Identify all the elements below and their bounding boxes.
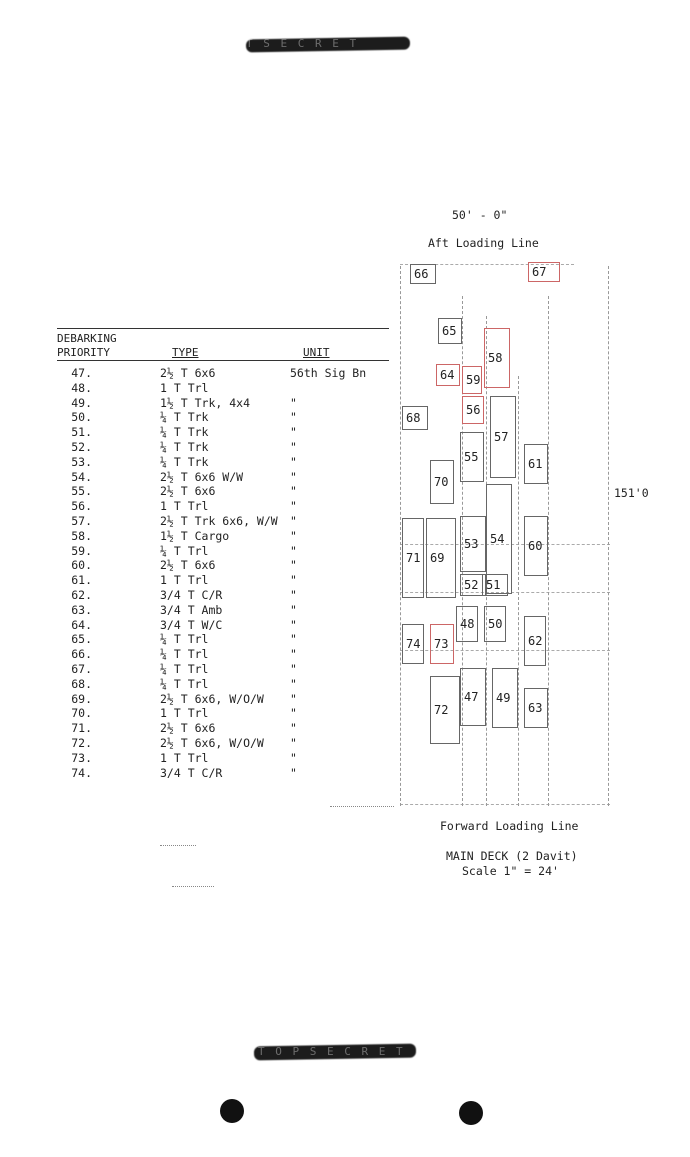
row-priority: 63. [71, 602, 92, 617]
row-priority: 53. [71, 454, 92, 469]
row-unit: " [290, 736, 297, 750]
deck-length-label: 151'0 [614, 486, 649, 500]
col-priority-line1: DEBARKING [57, 332, 117, 345]
row-type: ¼ T Trl [160, 632, 209, 647]
stray-mark [172, 886, 214, 887]
row-type: 1 T Trl [160, 706, 209, 721]
row-unit: " [290, 514, 297, 528]
row-priority: 56. [71, 499, 92, 514]
row-unit: " [290, 454, 297, 469]
vehicle-slot-number: 74 [406, 637, 421, 651]
vehicle-slot [402, 518, 424, 598]
row-priority: 55. [71, 484, 92, 499]
row-unit: " [290, 528, 297, 543]
vehicle-slot [484, 328, 510, 388]
aft-loading-line-label: Aft Loading Line [428, 236, 539, 250]
stray-mark [330, 806, 394, 807]
vehicle-slot-number: 67 [532, 265, 547, 279]
row-unit: " [290, 721, 297, 736]
row-priority: 52. [71, 440, 92, 454]
vehicle-slot [524, 444, 548, 484]
row-type: 3/4 T W/C [160, 617, 223, 632]
vehicle-slot [462, 396, 484, 424]
vehicle-slot-number: 73 [434, 637, 449, 651]
vehicle-slot-number: 54 [490, 532, 505, 546]
row-unit: " [290, 410, 297, 425]
row-type: 3/4 T C/R [160, 588, 223, 602]
row-priority: 67. [71, 662, 92, 676]
vehicle-slot-number: 66 [414, 267, 429, 281]
row-unit: " [290, 499, 297, 514]
row-type: 2½ T 6x6 [160, 484, 216, 499]
row-unit: " [290, 484, 297, 499]
row-priority: 64. [71, 617, 92, 632]
vehicle-slot-number: 72 [434, 703, 449, 717]
col-priority-line2: PRIORITY [57, 346, 110, 359]
vehicle-slot [492, 668, 518, 728]
col-unit-heading: UNIT [303, 346, 330, 359]
row-priority: 62. [71, 588, 92, 602]
row-priority: 74. [71, 765, 92, 780]
row-unit: " [290, 543, 297, 558]
vehicle-slot-number: 64 [440, 368, 455, 382]
vehicle-slot [490, 396, 516, 478]
vehicle-slot [524, 688, 548, 728]
vehicle-slot-number: 56 [466, 403, 481, 417]
row-priority: 72. [71, 736, 92, 750]
deck-width-label: 50' - 0" [452, 208, 508, 222]
row-type: 2½ T 6x6, W/O/W [160, 736, 264, 750]
row-priority: 66. [71, 647, 92, 662]
deck-caption-title: MAIN DECK (2 Davit) [446, 849, 578, 863]
vehicle-slot [524, 516, 548, 576]
row-unit: " [290, 440, 297, 454]
vehicle-slot [426, 518, 456, 598]
row-unit: " [290, 425, 297, 440]
row-priority: 73. [71, 750, 92, 765]
vehicle-slot [462, 366, 482, 394]
row-priority: 49. [71, 395, 92, 410]
vehicle-slot-number: 60 [528, 539, 543, 553]
vehicle-slot [482, 574, 508, 596]
vehicle-slot-number: 52 [464, 578, 479, 592]
row-unit: " [290, 617, 297, 632]
row-unit: " [290, 662, 297, 676]
row-type: 1 T Trl [160, 573, 209, 588]
row-priority: 68. [71, 676, 92, 691]
row-priority: 65. [71, 632, 92, 647]
binder-hole-right [459, 1101, 483, 1125]
row-priority: 58. [71, 528, 92, 543]
row-type: ¼ T Trk [160, 410, 209, 425]
row-type: 2½ T 6x6, W/O/W [160, 691, 264, 706]
row-type: 2½ T Trk 6x6, W/W [160, 514, 278, 528]
row-unit: " [290, 588, 297, 602]
row-unit: 56th Sig Bn [290, 366, 367, 380]
vehicle-slot [460, 516, 486, 572]
row-unit: " [290, 691, 297, 706]
vehicle-slot-number: 70 [434, 475, 449, 489]
vehicle-slot [410, 264, 436, 284]
row-type: 2½ T 6x6 [160, 558, 216, 573]
row-type: ¼ T Trl [160, 543, 209, 558]
vehicle-slot [430, 460, 454, 504]
vehicle-slot-number: 58 [488, 351, 503, 365]
row-unit: " [290, 632, 297, 647]
vehicle-slot-number: 69 [430, 551, 445, 565]
vehicle-slot [438, 318, 462, 344]
vehicle-slot [456, 606, 478, 642]
row-unit: " [290, 647, 297, 662]
row-priority: 47. [71, 366, 92, 380]
row-type: 1 T Trl [160, 750, 209, 765]
footer-classification-text: T O P S E C R E T [258, 1045, 405, 1058]
vehicle-slot-number: 59 [466, 373, 481, 387]
vehicle-slot [402, 406, 428, 430]
vehicle-slot [528, 262, 560, 282]
row-type: 3/4 T C/R [160, 765, 223, 780]
row-type: ¼ T Trl [160, 662, 209, 676]
vehicle-slot-number: 63 [528, 701, 543, 715]
row-priority: 50. [71, 410, 92, 425]
row-priority: 61. [71, 573, 92, 588]
table-header-rule [57, 360, 389, 361]
row-type: 2½ T 6x6 [160, 721, 216, 736]
vehicle-slot-number: 61 [528, 457, 543, 471]
forward-loading-line-label: Forward Loading Line [440, 819, 579, 833]
vehicle-slot-number: 62 [528, 634, 543, 648]
row-priority: 48. [71, 380, 92, 395]
stray-mark [160, 845, 196, 846]
row-unit: " [290, 573, 297, 588]
row-type: 1½ T Cargo [160, 528, 230, 543]
row-unit: " [290, 750, 297, 765]
vehicle-slot-number: 71 [406, 551, 421, 565]
row-type: ¼ T Trl [160, 647, 209, 662]
row-type: 3/4 T Amb [160, 602, 223, 617]
col-type-heading: TYPE [172, 346, 199, 359]
vehicle-slot-number: 53 [464, 537, 479, 551]
vehicle-slot-number: 57 [494, 430, 509, 444]
vehicle-slot-number: 51 [486, 578, 501, 592]
row-type: ¼ T Trl [160, 676, 209, 691]
row-unit: " [290, 765, 297, 780]
col-priority-heading [57, 332, 117, 360]
row-unit: " [290, 395, 297, 410]
table-top-rule [57, 328, 389, 329]
vehicle-slot [402, 624, 424, 664]
vehicle-slot-number: 68 [406, 411, 421, 425]
binder-hole-left [220, 1099, 244, 1123]
header-classification-text: T S E C R E T [246, 37, 359, 50]
row-unit: " [290, 469, 297, 484]
vehicle-slot [484, 606, 506, 642]
row-type: ¼ T Trk [160, 425, 209, 440]
vehicle-table [52, 366, 392, 786]
vehicle-slot [430, 624, 454, 664]
main-deck-diagram [396, 256, 616, 816]
row-type: ¼ T Trk [160, 454, 209, 469]
deck-caption-scale: Scale 1" = 24' [462, 864, 559, 878]
row-unit: " [290, 676, 297, 691]
row-type: 1½ T Trk, 4x4 [160, 395, 251, 410]
vehicle-slot [436, 364, 460, 386]
row-type: ¼ T Trk [160, 440, 209, 454]
row-priority: 57. [71, 514, 92, 528]
row-priority: 59. [71, 543, 92, 558]
row-priority: 51. [71, 425, 92, 440]
vehicle-slot [430, 676, 460, 744]
vehicle-slot-number: 47 [464, 690, 479, 704]
vehicle-slot-number: 49 [496, 691, 511, 705]
vehicle-slot [524, 616, 546, 666]
row-type: 2½ T 6x6 W/W [160, 469, 244, 484]
row-type: 1 T Trl [160, 380, 209, 395]
vehicle-slot-number: 65 [442, 324, 457, 338]
vehicle-slot [460, 432, 484, 482]
row-priority: 69. [71, 691, 92, 706]
row-type: 2½ T 6x6 [160, 366, 216, 380]
vehicle-slot [460, 668, 486, 726]
vehicle-slot-number: 50 [488, 617, 503, 631]
row-unit: " [290, 706, 297, 721]
row-unit: " [290, 602, 297, 617]
row-unit: " [290, 558, 297, 573]
row-priority: 71. [71, 721, 92, 736]
vehicle-slot-number: 48 [460, 617, 475, 631]
row-priority: 70. [71, 706, 92, 721]
row-priority: 60. [71, 558, 92, 573]
vehicle-slot-number: 55 [464, 450, 479, 464]
row-type: 1 T Trl [160, 499, 209, 514]
row-priority: 54. [71, 469, 92, 484]
